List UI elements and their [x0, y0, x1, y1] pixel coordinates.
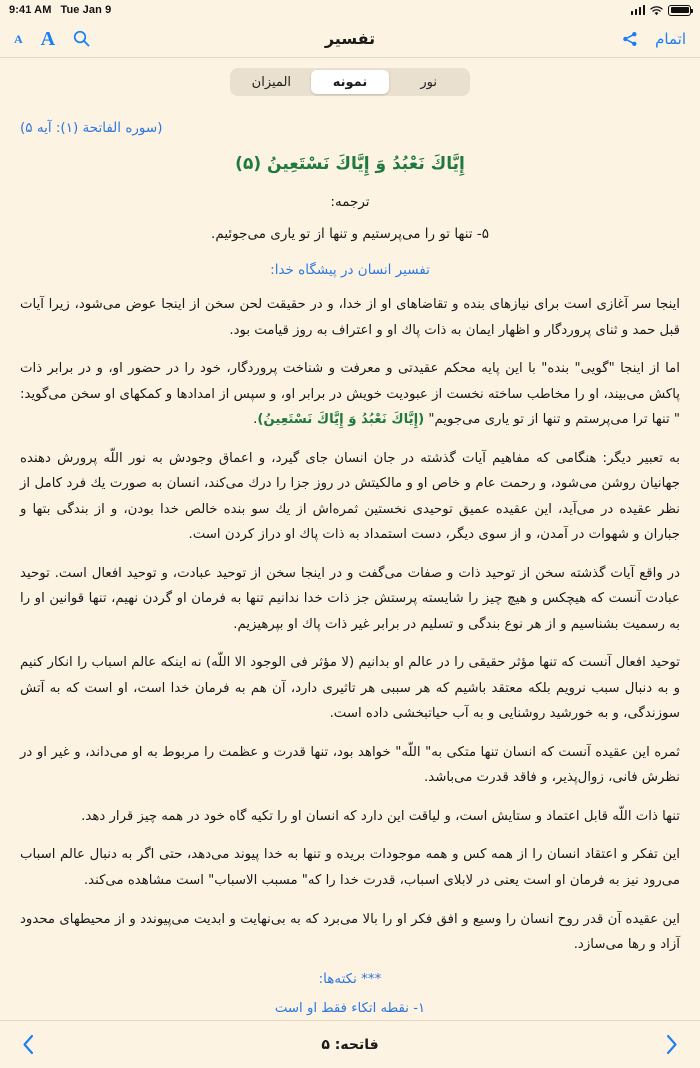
share-icon[interactable]: [622, 31, 638, 47]
navigation-bar: [0, 20, 700, 58]
translation-label: ترجمه:: [330, 193, 370, 210]
search-icon[interactable]: [73, 30, 90, 47]
footer-position-label: فاتحه: ۵: [321, 1036, 379, 1053]
paragraph: ثمره این عقیده آنست که انسان تنها متکی به" اللّه" خواهد بود، تنها قدرت و عظمت را مربوط به او می‌داند، و غیر او در نظرش فانی، زوال‌پذیر، و فاقد قدرت می‌باشد.: [20, 744, 680, 786]
wifi-icon: [650, 1, 663, 20]
cellular-signal-icon: [631, 5, 646, 15]
notes-heading: *** نکته‌ها:: [318, 970, 382, 987]
paragraph-tail: .: [253, 412, 258, 428]
tab-almizan[interactable]: الميزان: [251, 74, 292, 90]
font-decrease-button[interactable]: A: [14, 31, 23, 46]
status-time: 9:41 AM: [9, 4, 52, 16]
done-button[interactable]: اتمام: [655, 29, 686, 48]
segmented-control: [230, 68, 470, 96]
navbar-right-actions: [622, 30, 686, 48]
font-increase-button[interactable]: A: [40, 27, 56, 50]
tab-noor[interactable]: نور: [420, 74, 437, 90]
paragraph-with-quote: [20, 356, 680, 433]
tafsir-source-tabs: [0, 58, 700, 106]
status-bar: [0, 0, 700, 20]
footer-navigation: [0, 1020, 700, 1068]
paragraph: اینجا سر آغازی است برای نیازهای بنده و تقاضاهای او از خدا، و در حقیقت لحن سخن از اینجا عوض می‌شود، زیرا آیات قبل حمد و ثنای پروردگار و اظهار ایمان به ذات پاك او و اعتراف به روز قیامت بود.: [20, 297, 680, 338]
chevron-left-icon[interactable]: [22, 1034, 35, 1055]
chevron-right-icon[interactable]: [665, 1034, 678, 1055]
paragraph: در واقع آیات گذشته سخن از توحید ذات و صفات می‌گفت و در اینجا سخن از توحید عبادت، و توحید افعال است. توحید عبادت آنست که هیچکس و هیچ چیز را شایسته پرستش جز ذات خدا ندانیم تنها به فرمان او گردن نهیم، تنها قوانین او را به رسمیت بشناسیم و از هر نوع بندگی و تسلیم در برابر غیر ذات پاك او بپرهیزیم.: [20, 565, 680, 632]
page-title: تفسیر: [324, 29, 376, 48]
paragraph: توحید افعال آنست که تنها مؤثر حقیقی را در عالم او بدانیم (لا مؤثر فی الوجود الا اللّه) نه اینکه عالم اسباب را انکار کنیم و به دنبال سبب نرویم بلکه معتقد باشیم که هر سببی هر تاثیری دارد، آن هم به فرمان خدا است، او است که به آتش سوزندگی، و به خورشید روشنایی و به آب حیاتبخشی داده است.: [20, 655, 680, 722]
status-bar-right: [631, 1, 692, 20]
note-item[interactable]: ۱- نقطه اتکاء فقط او است: [274, 1000, 426, 1016]
status-date: Tue Jan 9: [60, 4, 112, 16]
tafsir-content[interactable]: [0, 106, 700, 1020]
ayah-reference: (سوره الفاتحة (۱): آیه ۵): [20, 120, 163, 136]
ayah-arabic-text: إِيَّاكَ نَعْبُدُ وَ إِيَّاكَ نَسْتَعِينُ (۵): [235, 154, 465, 174]
paragraph-text: اما از اینجا "گویی" بنده" با این پایه محکم عقیدتی و معرفت و شناخت پروردگار، خود را در حضور او، و در برابر ذات پاکش می‌بیند، او را مخاطب ساخته نخست از عبودیت خویش در برابر او، و سپس از امدادها و کمکهای او سخن می‌گوید: " تنها ترا می‌پرستم و تنها از تو یاری می‌جویم": [20, 361, 680, 428]
paragraph: به تعبیر دیگر: هنگامی که مفاهیم آیات گذشته در جان انسان جای گیرد، و اعماق وجودش به نور اللّه پرورش دهنده جهانیان روشن می‌شود، و رحمت عام و خاص او و مالکیتش در روز جزا را درك می‌کند، انسان به صورت يك فرد کامل از نظر عقیده در می‌آید، این عقیده عمیق توحیدی نخستین ثمره‌اش از يك سو بنده خالص خدا بودن، و از بندگی بتها و جباران و شهوات در آمدن، و از سوی دیگر، دست استمداد به ذات پاك او دراز کردن است.: [20, 450, 680, 543]
status-bar-left: [9, 4, 111, 16]
paragraph: این عقیده آن قدر روح انسان را وسیع و افق فکر او را بالا می‌برد که به بی‌نهایت و ابدیت می‌پیوندد و از محیطهای محدود آزاد و رها می‌سازد.: [20, 911, 680, 953]
inline-quran-quote: (إِيَّاكَ نَعْبُدُ وَ إِيَّاكَ نَسْتَعِينُ): [257, 412, 425, 428]
section-heading: تفسیر انسان در پیشگاه خدا:: [270, 262, 430, 279]
battery-icon: [668, 5, 691, 16]
paragraph: این تفکر و اعتقاد انسان را از همه کس و همه موجودات بریده و تنها به خدا پیوند می‌دهد، حتی اگر به دنبال عالم اسباب می‌رود نیز به فرمان او است یعنی در لابلای اسباب، قدرت خدا را که" مسبب الاسباب" است مشاهده می‌کند.: [20, 847, 680, 888]
paragraph: تنها ذات اللّه قابل اعتماد و ستایش است، و لیاقت این دارد که انسان او را تکیه گاه خود در همه چیز قرار دهد.: [81, 808, 680, 824]
tab-nemooneh[interactable]: نمونه: [311, 70, 390, 94]
translation-text: ۵- تنها تو را می‌پرستیم و تنها از تو یاری می‌جوئیم.: [211, 225, 489, 242]
navbar-left-actions: [14, 29, 90, 49]
